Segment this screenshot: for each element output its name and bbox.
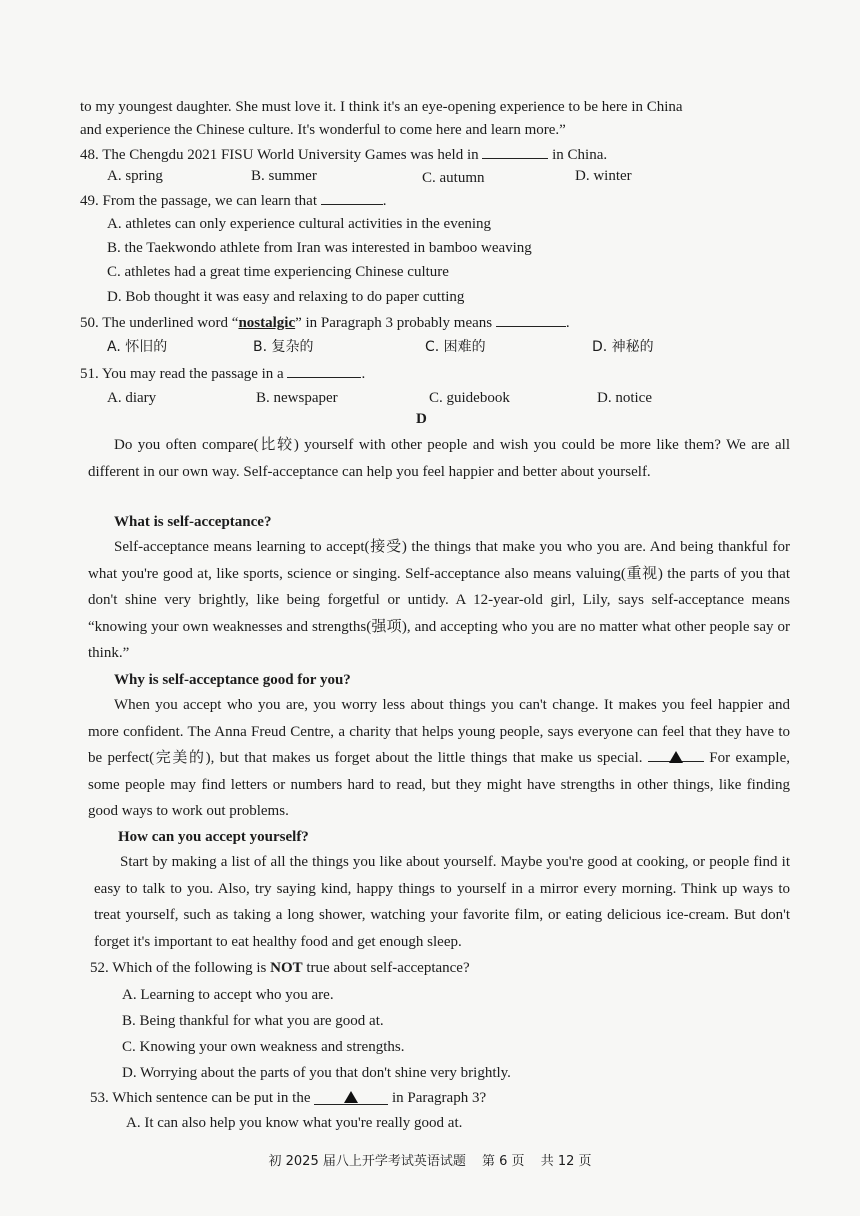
intro-line-1: to my youngest daughter. She must love it. I think it's an eye-opening experience to be here in China bbox=[80, 99, 683, 115]
question-52-text: 52. Which of the following is bbox=[90, 960, 267, 976]
question-53-text: 53. Which sentence can be put in the bbox=[90, 1090, 311, 1106]
question-53-text-end: in Paragraph 3? bbox=[391, 1090, 487, 1106]
question-49-stem bbox=[80, 190, 387, 211]
question-48-text: 48. The Chengdu 2021 FISU World University Games was held in bbox=[80, 147, 479, 163]
q48-option-a: A. spring bbox=[107, 168, 163, 184]
paragraph-1-text: Do you often compare(比较) yourself with other people and wish you could be more like them? We are all different in our own way. Self-acceptance can help you feel happier and better about yourself. bbox=[88, 437, 790, 480]
q52-option-d: D. Worrying about the parts of you that don't shine very brightly. bbox=[122, 1065, 511, 1081]
question-52-not: NOT bbox=[270, 960, 303, 976]
q48-option-d: D. winter bbox=[575, 168, 632, 184]
question-49-text: 49. From the passage, we can learn that bbox=[80, 193, 318, 209]
question-51-period: . bbox=[361, 366, 366, 382]
q51-option-b: B. newspaper bbox=[256, 390, 338, 406]
footer-title: 初 2025 届八上开学考试英语试题 bbox=[268, 1154, 466, 1169]
page-footer bbox=[0, 1150, 860, 1169]
paragraph-3-text-end: For example, some people may find letters or numbers hard to read, but they might have strengths in other things, like finding good ways to work out problems. bbox=[88, 750, 791, 819]
question-50-stem bbox=[80, 312, 570, 333]
q52-option-c: C. Knowing your own weakness and strengths. bbox=[122, 1039, 405, 1055]
q53-option-a: A. It can also help you know what you're really good at. bbox=[126, 1115, 463, 1131]
q48-option-c: C. autumn bbox=[422, 170, 485, 186]
q49-option-c: C. athletes had a great time experiencing Chinese culture bbox=[107, 264, 449, 280]
answer-blank bbox=[287, 363, 361, 378]
paragraph-4-text: Start by making a list of all the things you like about yourself. Maybe you're good at cooking, or people find it easy to talk to you. Also, try saying kind, happy things to yourself in a mirror every morning. Think up ways to treat yourself, such as taking a long shower, watching your favorite film, or eating delicious ice-cream. But don't forget it's important to eat healthy food and get enough sleep. bbox=[94, 854, 790, 950]
answer-blank bbox=[482, 144, 548, 159]
q50-option-c: C. 困难的 bbox=[425, 339, 486, 355]
q49-option-d: D. Bob thought it was easy and relaxing to do paper cutting bbox=[107, 289, 465, 305]
section-heading-d: D bbox=[416, 411, 427, 427]
passage-paragraph-4 bbox=[94, 849, 790, 955]
subheading-why-good: Why is self-acceptance good for you? bbox=[114, 672, 351, 688]
q48-option-b: B. summer bbox=[251, 168, 317, 184]
underlined-word: nostalgic bbox=[238, 315, 296, 331]
question-52-stem bbox=[90, 958, 470, 978]
q50-option-d: D. 神秘的 bbox=[592, 339, 654, 355]
question-49-period: . bbox=[382, 193, 387, 209]
question-52-text-end: true about self-acceptance? bbox=[306, 960, 470, 976]
footer-page-number: 第 6 页 bbox=[482, 1154, 525, 1169]
question-51-text: 51. You may read the passage in a bbox=[80, 366, 284, 382]
passage-paragraph-1 bbox=[88, 432, 790, 485]
paragraph-3-text: When you accept who you are, you worry less about things you can't change. It makes you feel happier and more confident. The Anna Freud Centre, a charity that helps young people, says everyone can feel that they have to be perfect(完美的), but that makes us forget about the little things that make us special. bbox=[88, 697, 790, 766]
intro-line-2: and experience the Chinese culture. It's wonderful to come here and learn more.” bbox=[80, 122, 566, 138]
q49-option-a: A. athletes can only experience cultural activities in the evening bbox=[107, 216, 492, 232]
q49-option-b: B. the Taekwondo athlete from Iran was interested in bamboo weaving bbox=[107, 240, 532, 256]
triangle-blank bbox=[648, 745, 704, 762]
question-48-stem bbox=[80, 144, 607, 165]
question-50-period: . bbox=[565, 315, 570, 331]
q52-option-b: B. Being thankful for what you are good at. bbox=[122, 1013, 384, 1029]
question-48-text-end: in China. bbox=[552, 147, 608, 163]
passage-paragraph-3 bbox=[88, 692, 790, 825]
q50-option-b: B. 复杂的 bbox=[253, 339, 314, 355]
question-53-stem bbox=[90, 1088, 486, 1108]
q50-option-a: A. 怀旧的 bbox=[107, 339, 168, 355]
q51-option-a: A. diary bbox=[107, 390, 157, 406]
triangle-blank bbox=[314, 1088, 388, 1105]
subheading-what-is: What is self-acceptance? bbox=[114, 514, 272, 530]
question-51-stem bbox=[80, 363, 365, 384]
triangle-icon bbox=[344, 1091, 358, 1103]
answer-blank bbox=[496, 312, 566, 327]
subheading-how-accept: How can you accept yourself? bbox=[118, 829, 309, 845]
footer-total-pages: 共 12 页 bbox=[540, 1154, 592, 1169]
q51-option-c: C. guidebook bbox=[429, 390, 510, 406]
q51-option-d: D. notice bbox=[597, 390, 652, 406]
answer-blank bbox=[321, 190, 383, 205]
triangle-icon bbox=[669, 751, 683, 763]
passage-paragraph-2 bbox=[88, 534, 790, 667]
q52-option-a: A. Learning to accept who you are. bbox=[122, 987, 334, 1003]
question-50-text-mid: ” in Paragraph 3 probably means bbox=[295, 315, 493, 331]
paragraph-2-text: Self-acceptance means learning to accept(接受) the things that make you who you are. And being thankful for what you're good at, like sports, science or singing. Self-acceptance also means valuing(重视) the parts of you that don't shine very brightly, like being forgetful or untidy. A 12-year-old girl, Lily, says self-acceptance means “knowing your own weaknesses and strengths(强项), and accepting who you are no matter what other people say or think.” bbox=[88, 539, 790, 661]
question-50-text: 50. The underlined word “ bbox=[80, 315, 239, 331]
